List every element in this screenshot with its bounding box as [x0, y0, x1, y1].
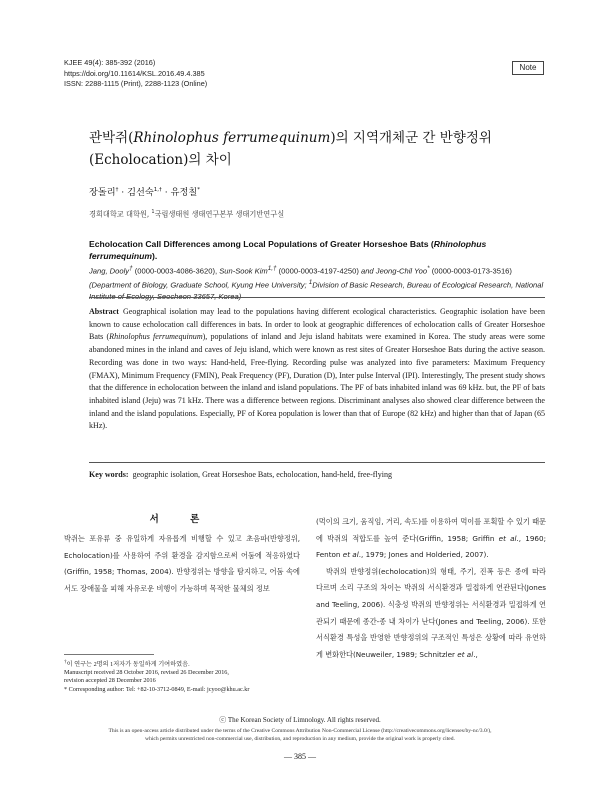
keywords: [89, 469, 545, 481]
intro-left-text: 박쥐는 포유류 중 유일하게 자유롭게 비행할 수 있고 초음파(반향정위, Echolocation)를 사용하여 주위 환경을 감지함으로써 어둠에 적응하였다(Griffin, 1958; Thomas, 2004). 반향정위는 방향을 탐지하고, 어둠 속에서도 장애물을 피해 자유로운 비행이 가능하며 목적한 물체의 정보: [64, 534, 300, 593]
intro-right-text-4: 박쥐의 반향정위(echolocation)의 형태, 주기, 진폭 등은 종에 따라 다르며 소리 구조의 차이는 박쥐의 서식환경과 밀접하게 연관된다(Jones and Teeling, 2006). 식충성 박쥐의 반향정위는 서식환경과 밀접하게 연관되기 때문에 종간-종 내 차이가 난다(Jones and Teeling, 2006). 또한 서식환경 특성을 반영한 반향정위의 구조적인 특성은 상황에 따라 유연하게 변화한다(Neuweiler, 1989; Schnitzler: [316, 566, 546, 659]
orcid-2: (0000-0003-4197-4250): [276, 266, 361, 276]
intro-right-column: [316, 514, 546, 663]
author-en-2: Sun-Sook Kim: [219, 266, 268, 276]
author-separator: ·: [118, 187, 128, 198]
intro-right-text-2: ., 1960; Fenton: [316, 533, 546, 560]
author-kr-2: 김선숙: [127, 187, 154, 198]
footnote-rule: [64, 654, 154, 655]
journal-header: [64, 58, 207, 90]
title-en-part2: ).: [152, 250, 158, 261]
intro-right-text-1: (먹이의 크기, 움직임, 거리, 속도)를 이용하여 먹이를 포획할 수 있기 때문에 박쥐의 적합도를 높여 준다(Griffin, 1958; Griffin: [316, 517, 546, 543]
author-en-1: Jang, Dooly: [89, 266, 130, 276]
revision-accepted: revision accepted 28 December 2016: [64, 677, 156, 685]
affil-kr-mark: 1: [151, 209, 155, 215]
author-kr-3: 유정칠: [170, 187, 198, 198]
abstract-label: Abstract: [89, 307, 119, 316]
license-line-2: which permits unrestricted non-commercial use, distribution, and reproduction in any medium, provide the original work is properly cited.: [145, 736, 455, 742]
etal-2: et al: [342, 550, 359, 560]
title-kr-part3: (Echolocation)의 차이: [89, 152, 232, 168]
copyright-notice: ⓒ The Korean Society of Limnology. All rights reserved.: [219, 716, 381, 724]
orcid-3: (0000-0003-0173-3516): [429, 266, 512, 276]
affil-kr-text1: 경희대학교 대학원,: [89, 209, 152, 219]
keywords-label: Key words:: [89, 470, 129, 479]
orcid-1: (0000-0003-4086-3620),: [132, 266, 220, 276]
article-type-badge: Note: [512, 61, 544, 75]
abstract-top-rule: [89, 297, 545, 298]
manuscript-received: Manuscript received 28 October 2016, revised 26 December 2016,: [64, 669, 229, 677]
keywords-text: geographic isolation, Great Horseshoe Bats, echolocation, hand-held, free-flying: [132, 470, 393, 479]
author-en-1-mark: †: [129, 265, 133, 272]
footnote-mark: †: [64, 659, 67, 665]
affil-en-mark: 1: [308, 279, 313, 287]
english-title: [89, 239, 544, 262]
affil-kr-text2: 국립생태원 생태연구본부 생태기반연구실: [154, 209, 285, 219]
author-en-3: Jeong-Chil Yoo: [375, 266, 428, 276]
etal-1: et al: [498, 533, 517, 543]
footnote-contribution: [64, 658, 300, 669]
intro-right-text-5: .,: [473, 649, 478, 659]
korean-authors: [89, 184, 200, 198]
abstract: [89, 306, 545, 433]
title-en-species: Rhinolophus ferrumequinum: [89, 239, 487, 261]
title-kr-species: Rhinolophus ferrumequinum: [133, 130, 331, 146]
title-kr-part1: 관박쥐(: [89, 130, 134, 146]
section-heading-introduction: 서 론: [149, 514, 214, 525]
license-line-1: This is an open-access article distributed under the terms of the Creative Commons Attribution Non-Commercial License (http://creativecommons.org/licenses/by-nc/3.0/),: [108, 728, 492, 734]
etal-3: et al: [457, 649, 474, 659]
abstract-bottom-rule: [89, 462, 545, 463]
intro-left-column: [64, 531, 300, 597]
author-en-and: and: [360, 266, 376, 276]
abstract-text-1: Geographical isolation may lead to the populations having different ecological characteristics. Geographic isolation have been known to cause echolocation call differences in bats. In order to look at geographic differences of echolocation calls of Greater Horseshoe Bats (: [89, 307, 545, 342]
author-kr-1: 장돌리: [89, 187, 116, 198]
issn-line: ISSN: 2288-1115 (Print), 2288-1123 (Online): [64, 79, 208, 88]
doi-link[interactable]: https://doi.org/10.11614/KSL.2016.49.4.385: [64, 68, 205, 78]
author-separator: ·: [161, 187, 171, 198]
affil-en-1: (Department of Biology, Graduate School, Kyung Hee University;: [89, 280, 309, 290]
title-en-part1: Echolocation Call Differences among Local Populations of Greater Horseshoe Bats (: [89, 239, 434, 249]
license-notice: [40, 727, 560, 743]
author-kr-1-mark: †: [115, 186, 119, 193]
footnote-contribution-text: 이 연구는 2명의 1저자가 동일하게 기여하였음.: [66, 661, 190, 669]
corresponding-author: * Corresponding author: Tel: +82-10-3712-0849, E-mail: jcyoo@khu.ac.kr: [64, 685, 250, 693]
author-kr-2-mark: 1,†: [153, 186, 162, 193]
abstract-species: Rhinolophus ferrumequinum: [109, 332, 203, 342]
korean-affiliation: [89, 209, 284, 219]
page-number: — 385 —: [284, 752, 316, 761]
abstract-text-2: ), populations of inland and Jeju island habitats were examined in Korea. The study areas were some abandoned mines in the inland and caves of Jeju island, which were known as rest sites of Greater Horseshoe Bats during the active season. Recording was done in two ways: Hand-held, Free-flying. Recording pulse was analyzed into five parameters: Maximum Frequency (FMAX), Minimum Frequency (FMIN), Peak Frequency (PF), Duration (D), Inter pulse Interval (IPI). Interestingly, The present study shows that the difference in echolocation between the inland and island populations. The PF of bats inhabited inland was 69 kHz. but, the PF of bats inhabited island (Jeju) was 71 kHz. There was a difference between regions. Discriminant analyses also showed clear difference between the inland and the island populations. Especially, PF of Korea population is lower than that of Europe (82 kHz) and higher than that of Japan (65 kHz).: [89, 332, 545, 431]
footnotes: [64, 658, 300, 694]
intro-right-text-3: ., 1979; Jones and Holderied, 2007).: [358, 550, 489, 560]
journal-citation: KJEE 49(4): 385-392 (2016): [64, 58, 156, 67]
affil-en-2: Division of Basic Research, Bureau of Ecological Research, National Institute of Ecology, Seocheon 33657, Korea): [89, 280, 544, 302]
author-en-3-mark: *: [427, 265, 430, 272]
title-kr-part2: )의 지역개체군 간 반향정위: [330, 130, 492, 146]
author-kr-3-mark: *: [197, 186, 200, 193]
korean-title: [89, 127, 529, 171]
author-en-2-mark: 1,†: [267, 265, 277, 272]
